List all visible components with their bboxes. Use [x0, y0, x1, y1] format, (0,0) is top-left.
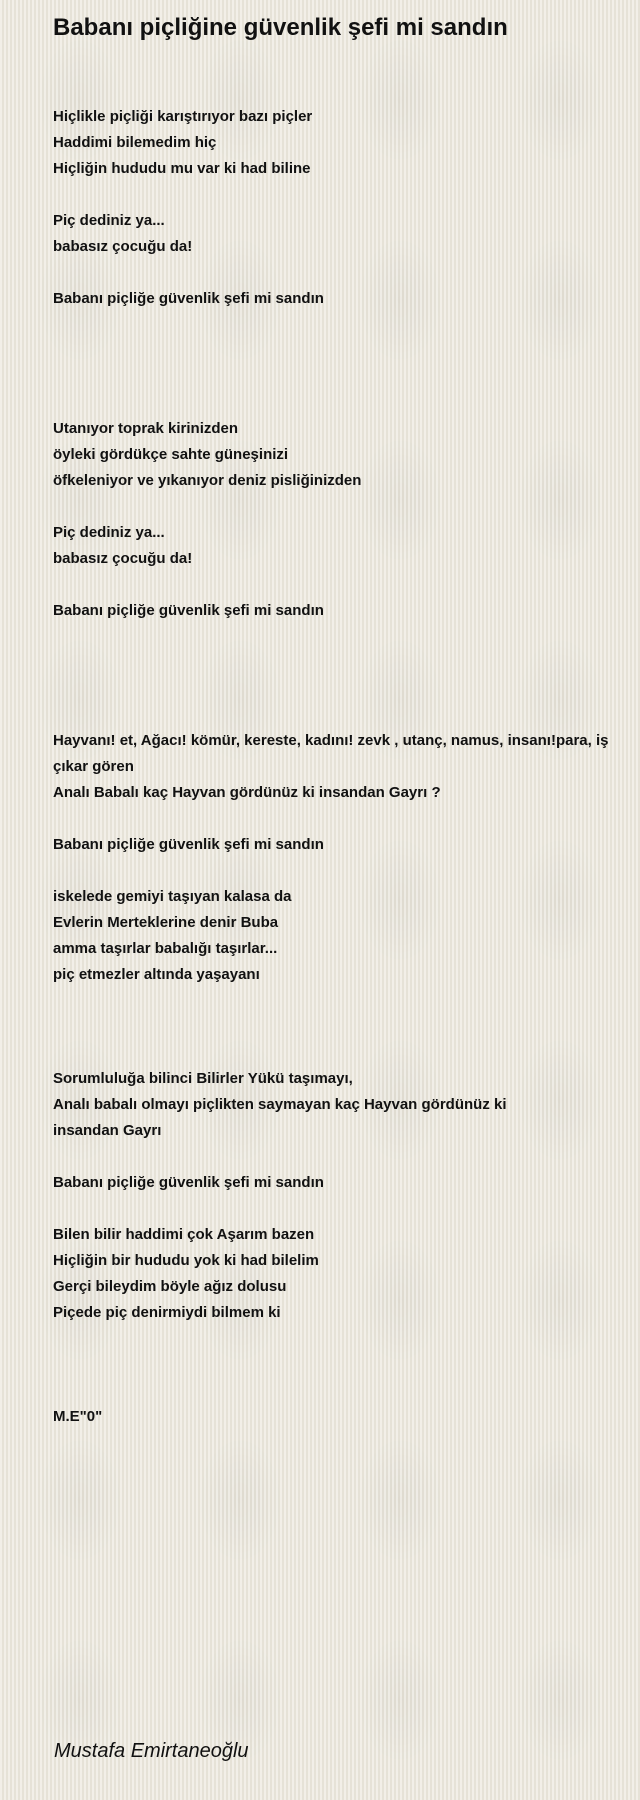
poem-line: öfkeleniyor ve yıkanıyor deniz pisliğinizden: [53, 472, 362, 489]
poem-line: Analı babalı olmayı piçlikten saymayan kaç Hayvan gördünüz ki: [53, 1096, 507, 1113]
signature-initials: M.E"0": [53, 1408, 103, 1425]
poem-line: Piç dediniz ya...: [53, 524, 165, 541]
poem-body: [53, 104, 640, 1430]
stanza: [53, 884, 640, 988]
refrain-line: Babanı piçliğe güvenlik şefi mi sandın: [53, 836, 324, 853]
poem-line: Utanıyor toprak kirinizden: [53, 420, 239, 437]
refrain-line: Babanı piçliğe güvenlik şefi mi sandın: [53, 1174, 324, 1191]
stanza: [53, 520, 640, 572]
stanza-gap: [53, 1144, 640, 1170]
poem-line: Haddimi bilemedim hiç: [53, 134, 217, 151]
stanza-gap: [53, 988, 640, 1066]
poem-line: babasız çocuğu da!: [53, 550, 193, 567]
poem-line: iskelede gemiyi taşıyan kalasa da: [53, 888, 292, 905]
stanza: [53, 598, 640, 624]
stanza-gap: [53, 312, 640, 416]
stanza: [53, 208, 640, 260]
poem-line: Piç dediniz ya...: [53, 212, 165, 229]
poem-line: amma taşırlar babalığı taşırlar...: [53, 940, 278, 957]
stanza-gap: [53, 1196, 640, 1222]
stanza-gap: [53, 624, 640, 728]
poem-line: Hayvanı! et, Ağacı! kömür, kereste, kadını! zevk , utanç, namus, insanı!para, iş: [53, 732, 609, 749]
stanza: [53, 1066, 640, 1144]
poem-line: piç etmezler altında yaşayanı: [53, 966, 260, 983]
stanza-gap: [53, 494, 640, 520]
stanza-gap: [53, 858, 640, 884]
poem-line: Piçede piç denirmiydi bilmem ki: [53, 1304, 281, 1321]
stanza: [53, 286, 640, 312]
poem-line: Hiçliğin hududu mu var ki had biline: [53, 160, 311, 177]
poem-line: Sorumluluğa bilinci Bilirler Yükü taşımayı,: [53, 1070, 353, 1087]
stanza-gap: [53, 260, 640, 286]
stanza-gap: [53, 182, 640, 208]
poem-line: Bilen bilir haddimi çok Aşarım bazen: [53, 1226, 315, 1243]
poem-line: babasız çocuğu da!: [53, 238, 193, 255]
stanza: [53, 1404, 640, 1430]
poem-line: Gerçi bileydim böyle ağız dolusu: [53, 1278, 287, 1295]
poem-line: insandan Gayrı: [53, 1122, 162, 1139]
poem-title: Babanı piçliğine güvenlik şefi mi sandın: [53, 14, 508, 41]
stanza: [53, 728, 640, 806]
stanza: [53, 1222, 640, 1326]
poem-line: Evlerin Merteklerine denir Buba: [53, 914, 279, 931]
stanza: [53, 1170, 640, 1196]
poem-line: Hiçlikle piçliği karıştırıyor bazı piçler: [53, 108, 313, 125]
poem-author: Mustafa Emirtaneoğlu: [54, 1740, 249, 1762]
stanza: [53, 832, 640, 858]
poem-line: çıkar gören: [53, 758, 134, 775]
stanza-gap: [53, 806, 640, 832]
stanza: [53, 416, 640, 494]
stanza-gap: [53, 572, 640, 598]
stanza-gap: [53, 1326, 640, 1404]
poem-line: Hiçliğin bir hududu yok ki had bilelim: [53, 1252, 319, 1269]
poem-page: [53, 0, 640, 1800]
poem-line: Analı Babalı kaç Hayvan gördünüz ki insandan Gayrı ?: [53, 784, 441, 801]
refrain-line: Babanı piçliğe güvenlik şefi mi sandın: [53, 602, 324, 619]
refrain-line: Babanı piçliğe güvenlik şefi mi sandın: [53, 290, 324, 307]
stanza: [53, 104, 640, 182]
poem-line: öyleki gördükçe sahte güneşinizi: [53, 446, 289, 463]
